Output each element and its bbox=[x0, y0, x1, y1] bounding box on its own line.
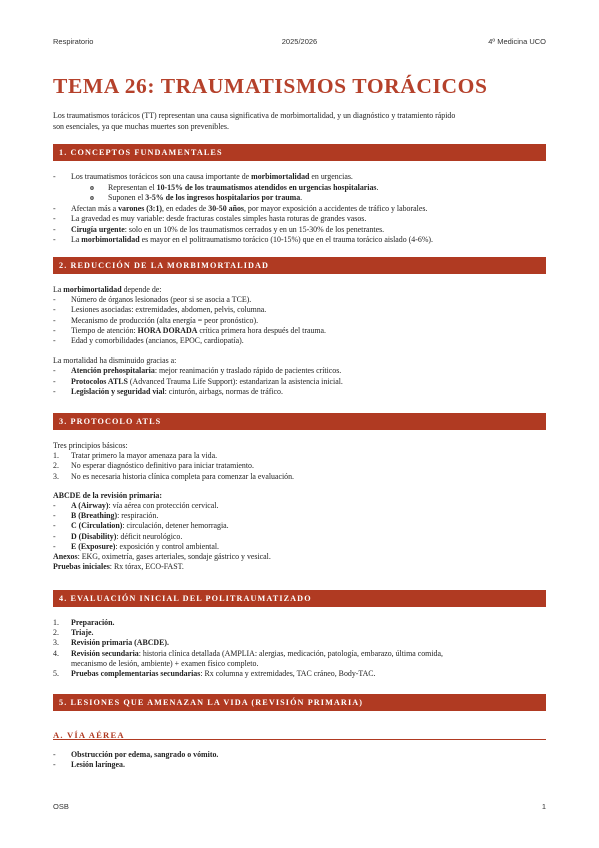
section-title: 3. PROTOCOLO ATLS bbox=[59, 417, 162, 426]
page-number: 1 bbox=[541, 802, 546, 811]
circle-bullet: o bbox=[90, 193, 94, 202]
list-item: - Atención prehospitalaria: mejor reanimación y traslado rápido de pacientes críticos. bbox=[53, 366, 342, 376]
subheading: ABCDE de la revisión primaria: bbox=[53, 490, 163, 500]
list-item: - E (Exposure): exposición y control ambiental. bbox=[53, 541, 220, 551]
list-item: - La gravedad es muy variable: desde fracturas costales simples hasta roturas de grandes vasos. bbox=[53, 214, 367, 223]
list-item: - C (Circulation): circulación, detener hemorragia. bbox=[53, 521, 229, 531]
list-item: - La morbimortalidad es mayor en el politraumatismo torácico (10-15%) que en el trauma torácico aislado (4-6%). bbox=[53, 235, 433, 244]
list-item: - Afectan más a varones (3:1), en edades de 30-50 años, por mayor exposición a accidentes de tráfico y laborales. bbox=[53, 203, 428, 213]
page-title: TEMA 26: TRAUMATISMOS TORÁCICOS bbox=[53, 74, 488, 98]
paragraph: Tres principios básicos: bbox=[53, 441, 128, 450]
reduction-block bbox=[53, 285, 546, 397]
section-header-atls bbox=[53, 413, 546, 430]
page-footer bbox=[53, 802, 546, 814]
intro-line: Los traumatismos torácicos (TT) representan una causa significativa de morbimortalidad, y un diagnóstico y tratamiento rápido bbox=[53, 111, 456, 120]
subsection-heading-airway bbox=[53, 725, 546, 740]
list-item: - Tiempo de atención: HORA DORADA crítica primera hora después del trauma. bbox=[53, 325, 327, 335]
paragraph: Anexos: EKG, oximetría, gases arteriales, sondaje gástrico y vesical. bbox=[53, 551, 271, 561]
evaluation-list bbox=[53, 618, 546, 679]
atls-block bbox=[53, 441, 546, 572]
list-item: 3. No es necesaria historia clínica completa para comenzar la evaluación. bbox=[53, 471, 295, 481]
list-item: - D (Disability): déficit neurológico. bbox=[53, 531, 183, 541]
page-header bbox=[53, 37, 546, 49]
intro-paragraph bbox=[53, 110, 546, 132]
list-item: - Los traumatismos torácicos son una causa importante de morbimortalidad en urgencias. bbox=[53, 172, 353, 181]
header-center: 2025/2026 bbox=[281, 37, 318, 46]
list-subitem: o Representan el 10-15% de los traumatismos atendidos en urgencias hospitalarias. bbox=[90, 182, 379, 192]
section-title: 4. EVALUACIÓN INICIAL DEL POLITRAUMATIZADO bbox=[59, 594, 312, 603]
section-title: 5. LESIONES QUE AMENAZAN LA VIDA (REVISIÓN PRIMARIA) bbox=[59, 698, 364, 707]
list-item: - Lesiones asociadas: extremidades, abdomen, pelvis, columna. bbox=[53, 305, 267, 315]
list-item: 5. Pruebas complementarias secundarias: Rx columna y extremidades, TAC cráneo, Body-TAC. bbox=[53, 668, 376, 678]
dash-bullet: - bbox=[53, 224, 56, 234]
list-item: - Cirugía urgente: solo en un 10% de los traumatismos cerrados y en un 15-30% de los penetrantes. bbox=[53, 224, 385, 234]
airway-list bbox=[53, 750, 546, 770]
list-subitem: o Suponen el 3-5% de los ingresos hospitalarios por trauma. bbox=[90, 193, 303, 202]
list-item: 2. No esperar diagnóstico definitivo para iniciar tratamiento. bbox=[53, 461, 254, 471]
section-title: 1. CONCEPTOS FUNDAMENTALES bbox=[59, 148, 223, 157]
list-item: 4. Revisión secundaria: historia clínica detallada (AMPLIA: alergias, medicación, patología, embarazo, última comida, mecanismo de lesión, ambiente) + examen físico completo. bbox=[53, 648, 443, 668]
intro-line: son esenciales, ya que muchas muertes son prevenibles. bbox=[53, 122, 229, 131]
paragraph: Pruebas iniciales: Rx tórax, ECO-FAST. bbox=[53, 562, 184, 572]
list-item: - B (Breathing): respiración. bbox=[53, 511, 159, 521]
header-left: Respiratorio bbox=[53, 37, 94, 46]
paragraph: La mortalidad ha disminuido gracias a: bbox=[53, 356, 177, 366]
footer-left: OSB bbox=[53, 802, 69, 811]
dash-bullet: - bbox=[53, 214, 56, 223]
list-item: - Mecanismo de producción (alta energía = peor pronóstico). bbox=[53, 315, 259, 325]
list-item: - A (Airway): vía aérea con protección cervical. bbox=[53, 500, 219, 510]
list-item: 1. Preparación. bbox=[53, 618, 115, 627]
circle-bullet: o bbox=[90, 182, 94, 192]
section-title: 2. REDUCCIÓN DE LA MORBIMORTALIDAD bbox=[59, 261, 270, 270]
list-item: 2. Triaje. bbox=[53, 628, 94, 638]
dash-bullet: - bbox=[53, 172, 56, 181]
concepts-list bbox=[53, 172, 546, 246]
dash-bullet: - bbox=[53, 235, 56, 244]
list-item: - Obstrucción por edema, sangrado o vómito. bbox=[53, 750, 219, 759]
list-item: - Legislación y seguridad vial: cinturón, airbags, normas de tráfico. bbox=[53, 386, 283, 396]
section-header-concepts bbox=[53, 144, 546, 161]
list-item: 3. Revisión primaria (ABCDE). bbox=[53, 638, 169, 648]
list-item: - Edad y comorbilidades (ancianos, EPOC, cardiopatía). bbox=[53, 335, 244, 345]
subsection-title: A. VÍA AÉREA bbox=[53, 730, 125, 740]
section-header-life-threatening bbox=[53, 694, 546, 711]
section-header-reduction bbox=[53, 257, 546, 274]
list-item: - Protocolos ATLS (Advanced Trauma Life Support): estandarizan la asistencia inicial. bbox=[53, 376, 343, 386]
section-header-evaluation bbox=[53, 590, 546, 607]
paragraph: La morbimortalidad depende de: bbox=[53, 285, 162, 294]
list-item: - Lesión laríngea. bbox=[53, 760, 125, 770]
list-item: 1. Tratar primero la mayor amenaza para la vida. bbox=[53, 451, 218, 461]
header-right: 4º Medicina UCO bbox=[488, 37, 546, 46]
list-item: - Número de órganos lesionados (peor si se asocia a TCE). bbox=[53, 295, 252, 305]
dash-bullet: - bbox=[53, 203, 56, 213]
